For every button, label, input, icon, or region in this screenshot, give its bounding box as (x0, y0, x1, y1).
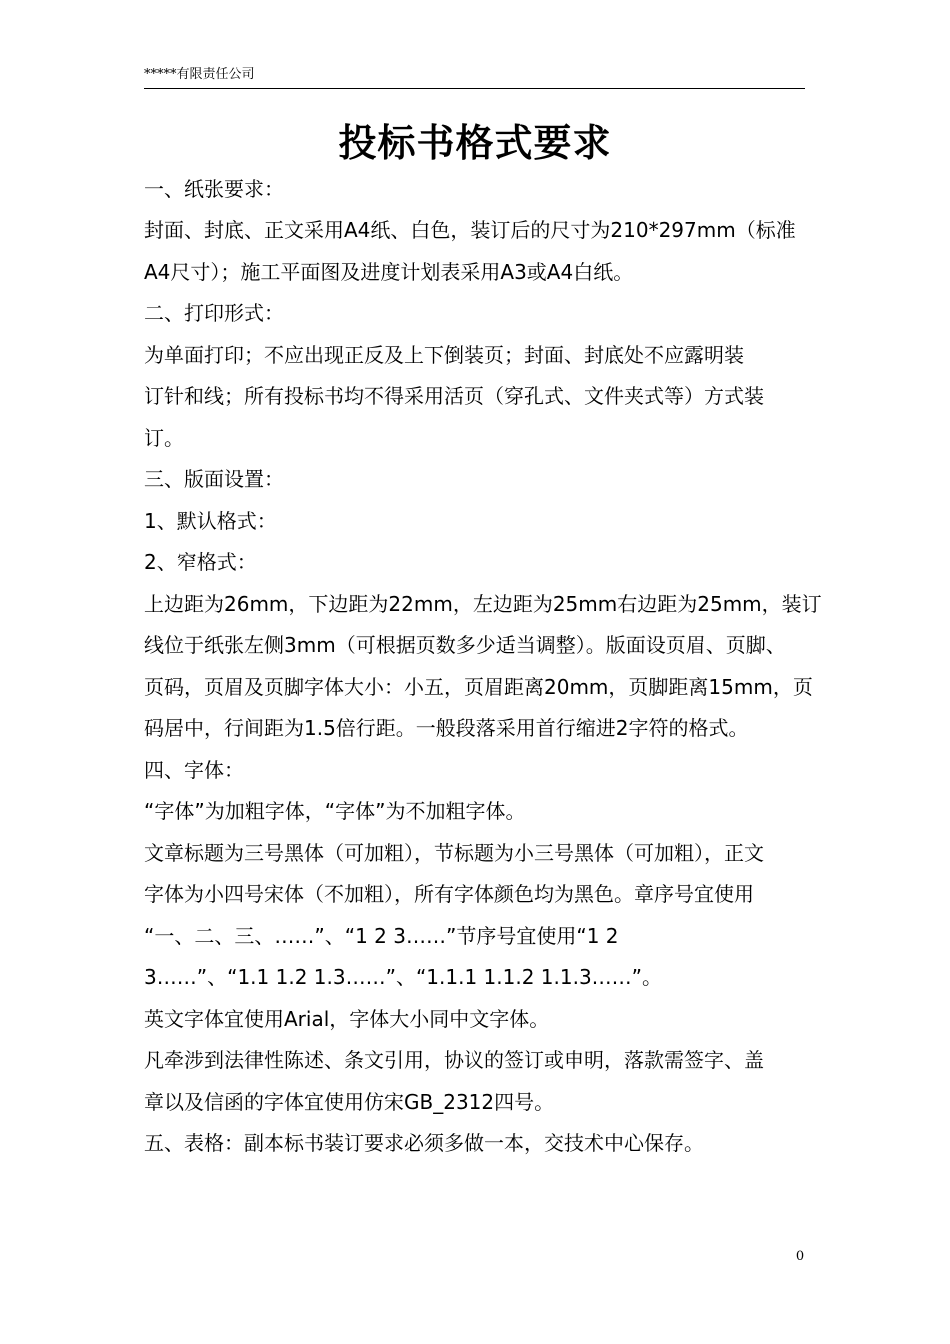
document-title: 投标书格式要求 (338, 121, 612, 165)
body-line: “字体”为加粗字体，“字体”为不加粗字体。 (144, 799, 526, 823)
body-line: 英文字体宜使用Arial，字体大小同中文字体。 (144, 1007, 550, 1031)
section-heading-table: 五、表格：副本标书装订要求必须多做一本，交技术中心保存。 (144, 1131, 704, 1155)
body-line: 3……”、“1.1 1.2 1.3……”、“1.1.1 1.1.2 1.1.3……”。 (144, 965, 663, 989)
body-line: 线位于纸张左侧3mm（可根据页数多少适当调整）。版面设页眉、页脚、 (144, 633, 786, 657)
body-line: 页码，页眉及页脚字体大小：小五，页眉距离20mm，页脚距离15mm，页 (144, 675, 813, 699)
body-line: 上边距为26mm，下边距为22mm，左边距为25mm右边距为25mm，装订 (144, 592, 822, 616)
section-heading-layout: 三、版面设置： (144, 467, 284, 491)
body-line: 订。 (144, 426, 184, 450)
body-line: 字体为小四号宋体（不加粗），所有字体颜色均为黑色。章序号宜使用 (144, 882, 754, 906)
body-line: 文章标题为三号黑体（可加粗），节标题为小三号黑体（可加粗），正文 (144, 841, 764, 865)
section-heading-font: 四、字体： (144, 758, 244, 782)
body-line: 章以及信函的字体宜使用仿宋GB_2312四号。 (144, 1090, 555, 1114)
section-heading-print: 二、打印形式： (144, 301, 284, 325)
section-heading-paper: 一、纸张要求： (144, 177, 284, 201)
header-company-name: *****有限责任公司 (144, 67, 255, 82)
body-line: 订针和线；所有投标书均不得采用活页（穿孔式、文件夹式等）方式装 (144, 384, 764, 408)
body-line: 为单面打印；不应出现正反及上下倒装页；封面、封底处不应露明装 (144, 343, 744, 367)
body-line: A4尺寸）；施工平面图及进度计划表采用A3或A4白纸。 (144, 260, 634, 284)
body-line: “一、二、三、……”、“1 2 3……”节序号宜使用“1 2 (144, 924, 619, 948)
page-number: 0 (795, 1249, 805, 1264)
page-header (144, 66, 805, 89)
body-line: 凡牵涉到法律性陈述、条文引用，协议的签订或申明，落款需签字、盖 (144, 1048, 764, 1072)
subsection-heading: 2、窄格式： (144, 550, 257, 574)
subsection-heading: 1、默认格式： (144, 509, 277, 533)
body-line: 封面、封底、正文采用A4纸、白色，装订后的尺寸为210*297mm（标准 (144, 218, 796, 242)
body-line: 码居中，行间距为1.5倍行距。一般段落采用首行缩进2字符的格式。 (144, 716, 749, 740)
